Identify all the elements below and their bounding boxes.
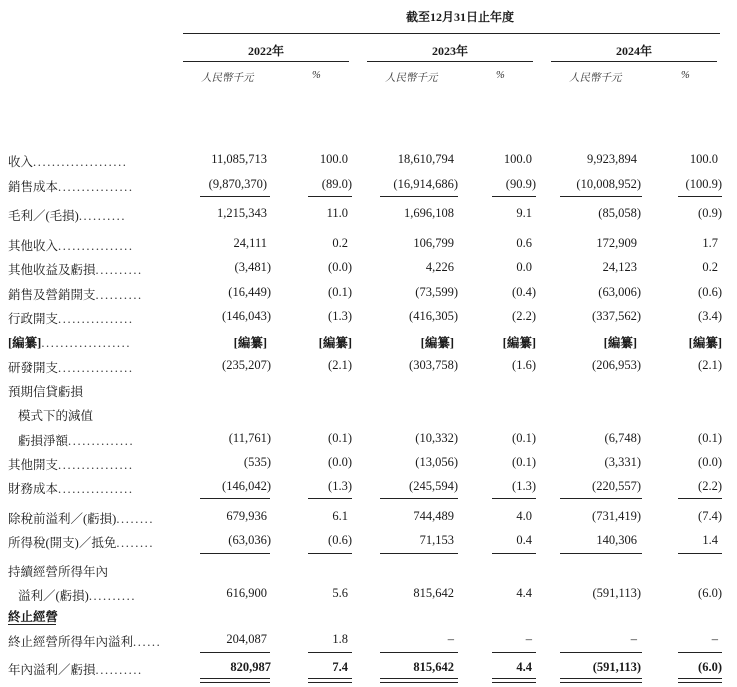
cell: (3,481)	[234, 260, 271, 274]
subtotal-rule	[200, 196, 270, 197]
cell: (0.6)	[328, 533, 352, 547]
cell: 9.1	[516, 206, 532, 220]
cell: (1.3)	[512, 479, 536, 493]
row-label: 除稅前溢利／(虧損)........	[8, 512, 155, 526]
subtotal-rule	[560, 553, 642, 554]
total-double-rule	[492, 678, 536, 683]
cell: 172,909	[596, 236, 637, 250]
total-double-rule	[560, 678, 642, 683]
unit-2022: 人民幣千元	[201, 73, 254, 84]
row-label: 所得稅(開支)／抵免........	[8, 536, 155, 550]
subtotal-rule	[308, 553, 352, 554]
cell: (1.6)	[512, 358, 536, 372]
cell: (303,758)	[409, 358, 458, 372]
cell: [編纂]	[420, 336, 454, 350]
cell: (6.0)	[698, 586, 722, 600]
cell: 4.4	[516, 586, 532, 600]
subtotal-rule	[678, 196, 722, 197]
row-label: 模式下的減值	[18, 409, 94, 423]
cell: 4.0	[516, 509, 532, 523]
cell: 0.4	[516, 533, 532, 547]
subtotal-rule	[492, 652, 536, 653]
row-label: 其他收入................	[8, 239, 134, 253]
cell: (0.1)	[698, 431, 722, 445]
unit-2023: 人民幣千元	[385, 73, 438, 84]
row-label: 研發開支................	[8, 361, 134, 375]
cell: 24,123	[602, 260, 637, 274]
cell: –	[630, 632, 637, 646]
cell: (100.9)	[685, 177, 722, 191]
cell: (85,058)	[598, 206, 641, 220]
subtotal-rule	[678, 498, 722, 499]
row-label: 財務成本................	[8, 482, 134, 496]
cell: [編纂]	[318, 336, 352, 350]
total-double-rule	[380, 678, 458, 683]
period-rule	[183, 33, 720, 34]
cell: 616,900	[226, 586, 267, 600]
cell: 744,489	[413, 509, 454, 523]
cell: (146,042)	[222, 479, 271, 493]
cell: (591,113)	[592, 660, 641, 674]
subtotal-rule	[492, 553, 536, 554]
cell: (73,599)	[415, 285, 458, 299]
cell: 100.0	[319, 152, 348, 166]
row-label: 銷售及營銷開支..........	[8, 288, 143, 302]
total-double-rule	[200, 678, 270, 683]
cell: [編纂]	[603, 336, 637, 350]
cell: (535)	[243, 455, 271, 469]
year-rule-2024	[551, 61, 717, 62]
pct-2023: %	[496, 70, 505, 81]
cell: 4,226	[425, 260, 454, 274]
total-double-rule	[678, 678, 722, 683]
subtotal-rule	[380, 196, 458, 197]
cell: (63,036)	[228, 533, 271, 547]
cell: (16,914,686)	[393, 177, 458, 191]
row-label: 年內溢利／虧損..........	[8, 663, 143, 677]
row-label: [編纂]...................	[8, 336, 132, 350]
cell: 9,923,894	[587, 152, 637, 166]
cell: 1.8	[332, 632, 348, 646]
cell: 1,696,108	[404, 206, 454, 220]
cell: –	[711, 632, 718, 646]
cell: (0.4)	[512, 285, 536, 299]
cell: (63,006)	[598, 285, 641, 299]
cell: (0.9)	[698, 206, 722, 220]
cell: –	[525, 632, 532, 646]
cell: (0.6)	[698, 285, 722, 299]
year-rule-2022	[183, 61, 349, 62]
cell: [編纂]	[688, 336, 722, 350]
cell: (1.3)	[328, 479, 352, 493]
row-label: 收入....................	[8, 155, 128, 169]
row-label: 預期信貸虧損	[8, 385, 84, 399]
cell: (11,761)	[228, 431, 271, 445]
row-label: 銷售成本................	[8, 180, 134, 194]
cell: 0.2	[332, 236, 348, 250]
subtotal-rule	[678, 652, 722, 653]
cell: (2.1)	[328, 358, 352, 372]
cell: (90.9)	[505, 177, 536, 191]
cell: 24,111	[233, 236, 267, 250]
cell: 1.4	[702, 533, 718, 547]
cell: 140,306	[596, 533, 637, 547]
row-label: 溢利／(虧損)..........	[18, 589, 137, 603]
row-label: 終止經營所得年內溢利......	[8, 635, 162, 649]
year-2022: 2022年	[247, 44, 284, 58]
subtotal-rule	[200, 652, 270, 653]
subtotal-rule	[492, 498, 536, 499]
pct-2022: %	[312, 70, 321, 81]
subtotal-rule	[560, 498, 642, 499]
cell: 4.4	[516, 660, 532, 674]
cell: (0.0)	[698, 455, 722, 469]
cell: (0.1)	[328, 285, 352, 299]
row-label: 行政開支................	[8, 312, 134, 326]
cell: (591,113)	[592, 586, 641, 600]
cell: 11.0	[326, 206, 348, 220]
cell: (2.2)	[698, 479, 722, 493]
subtotal-rule	[308, 196, 352, 197]
cell: (2.1)	[698, 358, 722, 372]
row-label: 其他開支................	[8, 458, 134, 472]
cell: (16,449)	[228, 285, 271, 299]
section-discontinued: 終止經營	[8, 610, 59, 624]
cell: (6.0)	[698, 660, 722, 674]
subtotal-rule	[560, 652, 642, 653]
row-label: 毛利／(毛損)..........	[8, 209, 127, 223]
cell: (206,953)	[592, 358, 641, 372]
cell: (337,562)	[592, 309, 641, 323]
section-underline	[8, 624, 56, 625]
cell: (0.1)	[512, 455, 536, 469]
cell: (3,331)	[604, 455, 641, 469]
cell: (146,043)	[222, 309, 271, 323]
cell: (89.0)	[321, 177, 352, 191]
subtotal-rule	[380, 498, 458, 499]
row-label: 其他收益及虧損..........	[8, 263, 143, 277]
cell: [編纂]	[233, 336, 267, 350]
subtotal-rule	[380, 652, 458, 653]
total-double-rule	[308, 678, 352, 683]
cell: 100.0	[503, 152, 532, 166]
cell: (13,056)	[415, 455, 458, 469]
cell: (416,305)	[409, 309, 458, 323]
period-header: 截至12月31日止年度	[405, 10, 514, 24]
cell: 820,987	[230, 660, 271, 674]
cell: (2.2)	[512, 309, 536, 323]
cell: –	[447, 632, 454, 646]
cell: (7.4)	[698, 509, 722, 523]
cell: 71,153	[419, 533, 454, 547]
cell: (1.3)	[328, 309, 352, 323]
subtotal-rule	[200, 498, 270, 499]
year-2024: 2024年	[615, 44, 652, 58]
pct-2024: %	[681, 70, 690, 81]
year-rule-2023	[367, 61, 533, 62]
cell: 1,215,343	[217, 206, 267, 220]
cell: (10,008,952)	[576, 177, 641, 191]
cell: 679,936	[226, 509, 267, 523]
cell: (220,557)	[592, 479, 641, 493]
cell: 0.2	[702, 260, 718, 274]
cell: 11,085,713	[211, 152, 267, 166]
cell: 204,087	[226, 632, 267, 646]
cell: (6,748)	[604, 431, 641, 445]
cell: 18,610,794	[397, 152, 454, 166]
year-2023: 2023年	[431, 44, 468, 58]
cell: 6.1	[332, 509, 348, 523]
unit-2024: 人民幣千元	[569, 73, 622, 84]
cell: (3.4)	[698, 309, 722, 323]
cell: 815,642	[413, 586, 454, 600]
row-label: 虧損淨額..............	[18, 434, 135, 448]
subtotal-rule	[678, 553, 722, 554]
cell: (0.0)	[328, 260, 352, 274]
cell: 0.6	[516, 236, 532, 250]
cell: (0.1)	[512, 431, 536, 445]
cell: (10,332)	[415, 431, 458, 445]
cell: (0.1)	[328, 431, 352, 445]
cell: 106,799	[413, 236, 454, 250]
cell: 0.0	[516, 260, 532, 274]
row-label: 持續經營所得年內	[8, 565, 109, 579]
subtotal-rule	[200, 553, 270, 554]
cell: 100.0	[689, 152, 718, 166]
cell: (0.0)	[328, 455, 352, 469]
cell: 1.7	[702, 236, 718, 250]
cell: (245,594)	[409, 479, 458, 493]
cell: 5.6	[332, 586, 348, 600]
cell: 7.4	[332, 660, 348, 674]
subtotal-rule	[308, 652, 352, 653]
cell: [編纂]	[502, 336, 536, 350]
cell: (731,419)	[592, 509, 641, 523]
subtotal-rule	[492, 196, 536, 197]
subtotal-rule	[380, 553, 458, 554]
subtotal-rule	[560, 196, 642, 197]
subtotal-rule	[308, 498, 352, 499]
cell: (235,207)	[222, 358, 271, 372]
cell: 815,642	[413, 660, 454, 674]
cell: (9,870,370)	[208, 177, 267, 191]
